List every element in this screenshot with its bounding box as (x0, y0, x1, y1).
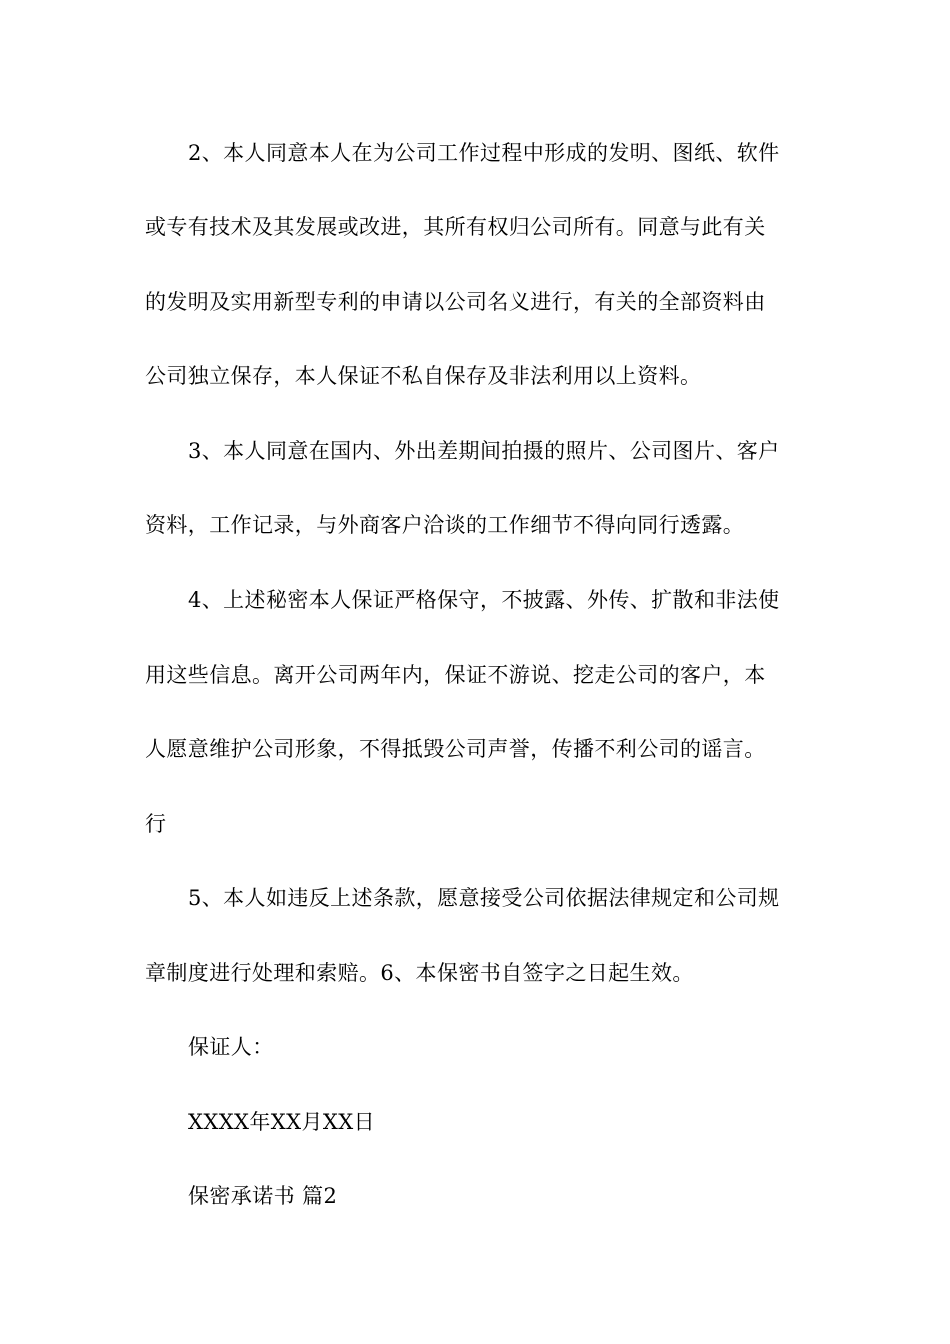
clause-4-line-1: 4、上述秘密本人保证严格保守，不披露、外传、扩散和非法使 (188, 588, 780, 612)
section-heading: 保密承诺书 篇2 (188, 1184, 338, 1208)
clause-5-line-2: 章制度进行处理和索赔。6、本保密书自签字之日起生效。 (145, 961, 694, 985)
clause-2-line-4: 公司独立保存，本人保证不私自保存及非法利用以上资料。 (145, 364, 702, 388)
clause-2-line-2: 或专有技术及其发展或改进，其所有权归公司所有。同意与此有关 (145, 215, 766, 239)
clause-4-line-4: 行 (145, 812, 167, 836)
clause-4-line-3: 人愿意维护公司形象，不得抵毁公司声誉，传播不利公司的谣言。 (145, 737, 766, 761)
clause-4-line-2: 用这些信息。离开公司两年内，保证不游说、挖走公司的客户，本 (145, 663, 766, 687)
clause-2-line-3: 的发明及实用新型专利的申请以公司名义进行，有关的全部资料由 (145, 290, 766, 314)
guarantor-label: 保证人： (188, 1035, 274, 1059)
signature-date: XXXX年XX月XX日 (188, 1110, 376, 1134)
clause-3-line-1: 3、本人同意在国内、外出差期间拍摄的照片、公司图片、客户 (188, 439, 780, 463)
clause-2-line-1: 2、本人同意本人在为公司工作过程中形成的发明、图纸、软件 (188, 141, 780, 165)
clause-5-line-1: 5、本人如违反上述条款，愿意接受公司依据法律规定和公司规 (188, 886, 780, 910)
clause-3-line-2: 资料，工作记录，与外商客户洽谈的工作细节不得向同行透露。 (145, 513, 745, 537)
